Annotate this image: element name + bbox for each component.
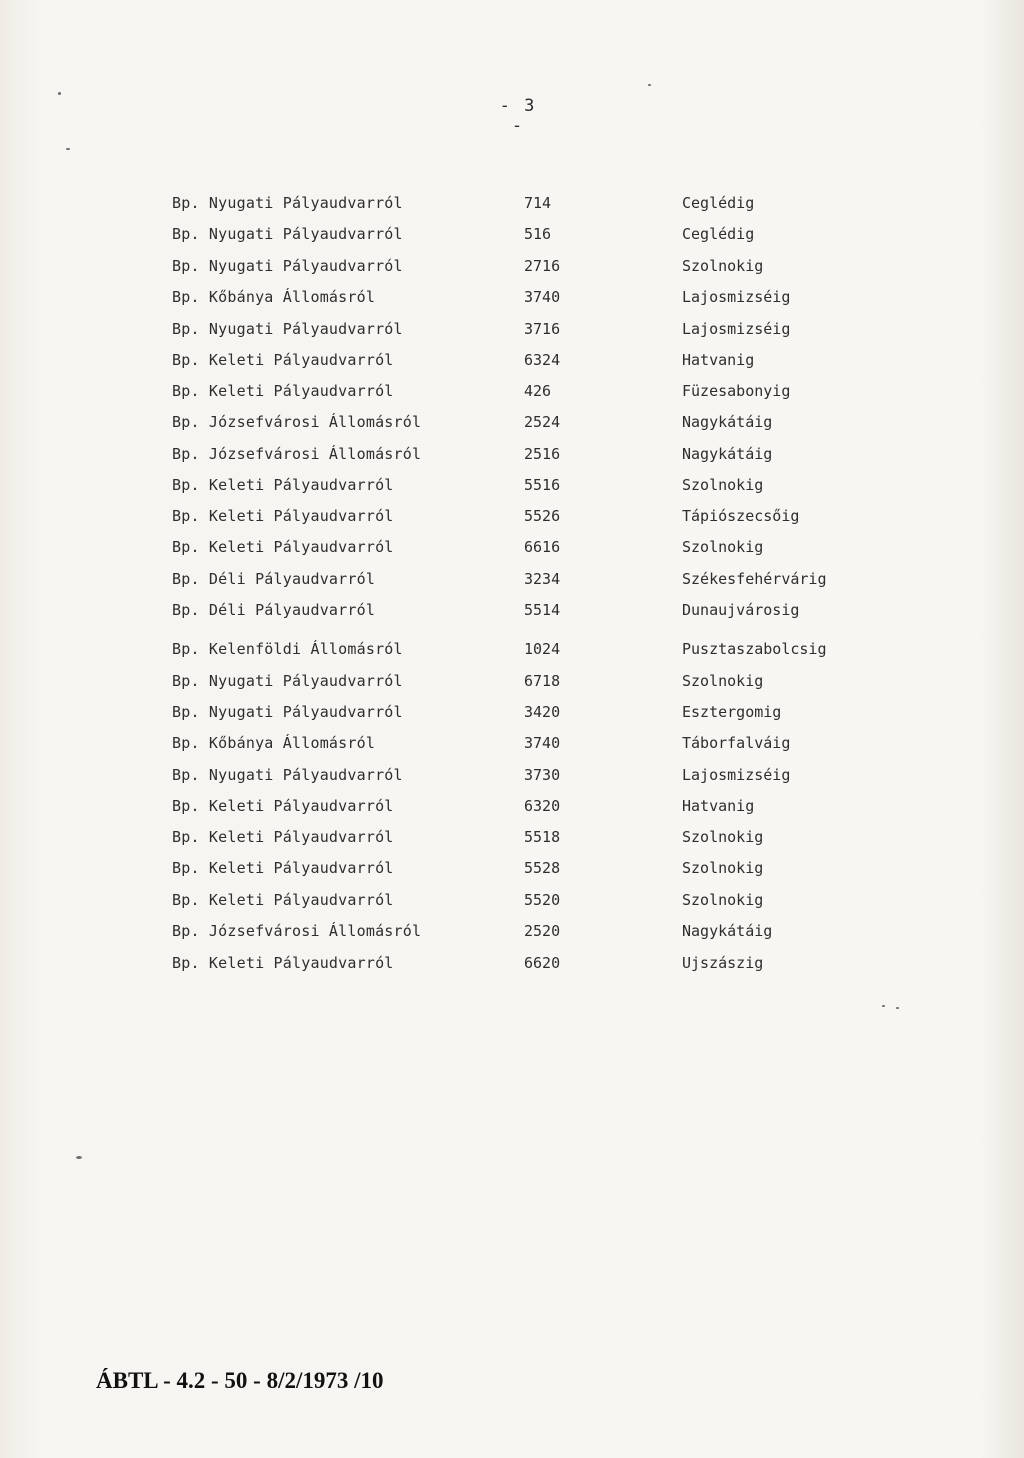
- train-number: 2516: [524, 445, 561, 463]
- destination: Szolnokig: [682, 538, 764, 556]
- departure-station: Bp. Keleti Pályaudvarról: [172, 382, 394, 400]
- departure-station: Bp. Józsefvárosi Állomásról: [172, 922, 422, 940]
- destination: Pusztaszabolcsig: [682, 640, 827, 658]
- train-number: 3740: [524, 288, 561, 306]
- train-number: 426: [524, 382, 552, 400]
- departure-station: Bp. Keleti Pályaudvarról: [172, 891, 394, 909]
- destination: Lajosmizséig: [682, 766, 791, 784]
- destination: Szolnokig: [682, 859, 764, 877]
- scan-speck: [882, 1005, 885, 1007]
- scan-speck: [66, 148, 70, 150]
- train-row: [0, 347, 1024, 373]
- train-row: [0, 762, 1024, 788]
- destination: Ceglédig: [682, 225, 755, 243]
- page-number: - 3 -: [499, 96, 537, 136]
- train-row: [0, 636, 1024, 662]
- destination: Lajosmizséig: [682, 320, 791, 338]
- train-number: 5518: [524, 828, 561, 846]
- destination: Füzesabonyig: [682, 382, 791, 400]
- train-number: 5520: [524, 891, 561, 909]
- departure-station: Bp. Keleti Pályaudvarról: [172, 954, 394, 972]
- destination: Hatvanig: [682, 797, 755, 815]
- train-row: [0, 668, 1024, 694]
- train-number: 3234: [524, 570, 561, 588]
- scan-speck: [896, 1007, 899, 1009]
- train-row: [0, 378, 1024, 404]
- train-number: 5516: [524, 476, 561, 494]
- train-row: [0, 699, 1024, 725]
- train-row: [0, 190, 1024, 216]
- train-number: 2520: [524, 922, 561, 940]
- train-row: [0, 409, 1024, 435]
- train-row: [0, 855, 1024, 881]
- train-row: [0, 887, 1024, 913]
- departure-station: Bp. Keleti Pályaudvarról: [172, 828, 394, 846]
- train-number: 5514: [524, 601, 561, 619]
- departure-station: Bp. Nyugati Pályaudvarról: [172, 257, 403, 275]
- destination: Dunaujvárosig: [682, 601, 800, 619]
- departure-station: Bp. Nyugati Pályaudvarról: [172, 194, 403, 212]
- destination: Táborfalváig: [682, 734, 791, 752]
- destination: Szolnokig: [682, 672, 764, 690]
- destination: Nagykátáig: [682, 413, 773, 431]
- destination: Ceglédig: [682, 194, 755, 212]
- departure-station: Bp. Nyugati Pályaudvarról: [172, 320, 403, 338]
- train-row: [0, 221, 1024, 247]
- train-row: [0, 950, 1024, 976]
- departure-station: Bp. Keleti Pályaudvarról: [172, 351, 394, 369]
- train-number: 714: [524, 194, 552, 212]
- destination: Szolnokig: [682, 828, 764, 846]
- train-row: [0, 284, 1024, 310]
- train-row: [0, 253, 1024, 279]
- departure-station: Bp. Józsefvárosi Állomásról: [172, 445, 422, 463]
- scan-speck: [58, 92, 61, 95]
- destination: Ujszászig: [682, 954, 764, 972]
- train-row: [0, 597, 1024, 623]
- departure-station: Bp. Nyugati Pályaudvarról: [172, 225, 403, 243]
- departure-station: Bp. Kelenföldi Állomásról: [172, 640, 403, 658]
- scan-speck: [648, 84, 651, 86]
- destination: Székesfehérvárig: [682, 570, 827, 588]
- train-number: 3420: [524, 703, 561, 721]
- train-number: 5526: [524, 507, 561, 525]
- train-number: 6620: [524, 954, 561, 972]
- departure-station: Bp. Nyugati Pályaudvarról: [172, 703, 403, 721]
- train-row: [0, 441, 1024, 467]
- train-number: 6324: [524, 351, 561, 369]
- destination: Nagykátáig: [682, 922, 773, 940]
- train-row: [0, 316, 1024, 342]
- departure-station: Bp. Keleti Pályaudvarról: [172, 538, 394, 556]
- train-row: [0, 824, 1024, 850]
- train-row: [0, 503, 1024, 529]
- destination: Lajosmizséig: [682, 288, 791, 306]
- train-row: [0, 793, 1024, 819]
- train-row: [0, 472, 1024, 498]
- train-row: [0, 566, 1024, 592]
- train-number: 6320: [524, 797, 561, 815]
- departure-station: Bp. Déli Pályaudvarról: [172, 601, 376, 619]
- destination: Szolnokig: [682, 476, 764, 494]
- train-number: 2524: [524, 413, 561, 431]
- train-number: 2716: [524, 257, 561, 275]
- departure-station: Bp. Keleti Pályaudvarról: [172, 507, 394, 525]
- destination: Hatvanig: [682, 351, 755, 369]
- train-number: 1024: [524, 640, 561, 658]
- destination: Tápiószecsőig: [682, 507, 800, 525]
- train-number: 516: [524, 225, 552, 243]
- destination: Nagykátáig: [682, 445, 773, 463]
- departure-station: Bp. Nyugati Pályaudvarról: [172, 766, 403, 784]
- departure-station: Bp. Keleti Pályaudvarról: [172, 476, 394, 494]
- train-row: [0, 534, 1024, 560]
- train-number: 3740: [524, 734, 561, 752]
- departure-station: Bp. Keleti Pályaudvarról: [172, 859, 394, 877]
- destination: Szolnokig: [682, 891, 764, 909]
- train-number: 3716: [524, 320, 561, 338]
- destination: Szolnokig: [682, 257, 764, 275]
- scan-speck: [76, 1156, 82, 1159]
- destination: Esztergomig: [682, 703, 782, 721]
- train-number: 6718: [524, 672, 561, 690]
- departure-station: Bp. Déli Pályaudvarról: [172, 570, 376, 588]
- train-number: 5528: [524, 859, 561, 877]
- departure-station: Bp. Józsefvárosi Állomásról: [172, 413, 422, 431]
- train-row: [0, 918, 1024, 944]
- train-row: [0, 730, 1024, 756]
- departure-station: Bp. Keleti Pályaudvarról: [172, 797, 394, 815]
- departure-station: Bp. Kőbánya Állomásról: [172, 734, 376, 752]
- train-number: 6616: [524, 538, 561, 556]
- train-number: 3730: [524, 766, 561, 784]
- departure-station: Bp. Nyugati Pályaudvarról: [172, 672, 403, 690]
- departure-station: Bp. Kőbánya Állomásról: [172, 288, 376, 306]
- archive-reference: ÁBTL - 4.2 - 50 - 8/2/1973 /10: [96, 1368, 384, 1393]
